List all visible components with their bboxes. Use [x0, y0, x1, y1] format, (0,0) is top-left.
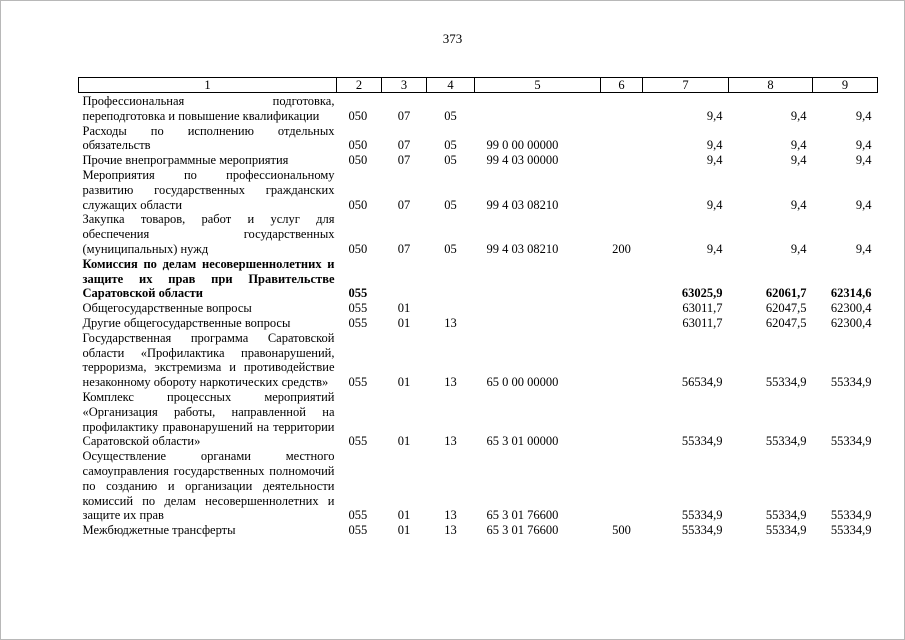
code-gr: 050 — [348, 197, 368, 212]
value-year2: 62061,7 — [765, 286, 807, 301]
value-year1: 56534,9 — [681, 375, 723, 390]
code-rz — [382, 257, 427, 301]
column-header: 8 — [729, 78, 813, 93]
row-name: Расходы по исполнению отдельных обязательств — [82, 123, 335, 153]
value-year1: 63011,7 — [682, 315, 723, 330]
column-header: 9 — [813, 78, 878, 93]
column-header: 3 — [382, 78, 427, 93]
code-rz: 01 — [397, 375, 411, 390]
code-csr — [475, 301, 601, 316]
value-year1: 55334,9 — [681, 508, 723, 523]
row-name: Профессиональная подготовка, переподготовка и повышение квалификации — [82, 94, 335, 123]
code-vr — [601, 301, 643, 316]
code-gr: 055 — [348, 523, 368, 538]
code-pr: 05 — [444, 108, 457, 123]
header-row — [79, 78, 878, 93]
value-year3: 9,4 — [855, 153, 872, 168]
value-year3: 62300,4 — [830, 315, 872, 330]
code-pr: 05 — [444, 241, 457, 256]
value-year1: 55334,9 — [681, 523, 723, 538]
code-csr: 99 4 03 00000 — [486, 153, 559, 168]
value-year3: 62300,4 — [830, 301, 872, 316]
code-vr — [601, 93, 643, 124]
table-row — [79, 523, 878, 538]
code-gr: 055 — [348, 301, 368, 316]
row-name: Государственная программа Саратовской области «Профилактика правонарушений, терроризма, экстремизма и противодействие незаконному обороту наркотических средств» — [82, 330, 335, 390]
code-pr: 13 — [444, 523, 457, 538]
value-year3: 9,4 — [855, 197, 872, 212]
code-csr — [475, 316, 601, 331]
table-row — [79, 316, 878, 331]
code-pr: 13 — [444, 375, 457, 390]
value-year1: 9,4 — [706, 108, 723, 123]
code-pr: 05 — [444, 138, 457, 153]
value-year1: 9,4 — [706, 241, 723, 256]
code-gr: 055 — [348, 315, 368, 330]
code-gr: 055 — [348, 286, 368, 301]
code-rz: 01 — [397, 508, 411, 523]
code-pr: 13 — [444, 434, 457, 449]
table-row — [79, 390, 878, 449]
code-pr — [427, 257, 475, 301]
value-year2: 9,4 — [790, 108, 807, 123]
table-row — [79, 168, 878, 212]
value-year3: 9,4 — [855, 138, 872, 153]
code-csr: 65 3 01 00000 — [486, 434, 559, 449]
value-year2: 9,4 — [790, 138, 807, 153]
code-csr — [475, 257, 601, 301]
code-vr: 200 — [612, 241, 631, 256]
code-rz: 01 — [397, 434, 411, 449]
column-header: 5 — [475, 78, 601, 93]
code-gr: 050 — [348, 138, 368, 153]
code-pr: 05 — [444, 153, 457, 168]
row-name: Комиссия по делам несовершеннолетних и защите их прав при Правительстве Саратовской области — [82, 256, 335, 301]
value-year1: 63025,9 — [681, 286, 723, 301]
column-header: 1 — [79, 78, 337, 93]
code-csr: 65 3 01 76600 — [486, 523, 559, 538]
column-header: 2 — [337, 78, 382, 93]
table-row — [79, 331, 878, 390]
value-year1: 9,4 — [706, 138, 723, 153]
code-csr: 99 4 03 08210 — [486, 197, 559, 212]
value-year3: 55334,9 — [830, 523, 872, 538]
value-year2: 9,4 — [790, 197, 807, 212]
code-gr: 050 — [348, 241, 368, 256]
row-name: Мероприятия по профессиональному развитию государственных гражданских служащих области — [82, 167, 335, 212]
code-csr — [475, 93, 601, 124]
column-header: 7 — [643, 78, 729, 93]
code-rz: 01 — [397, 523, 411, 538]
row-name: Прочие внепрограммные мероприятия — [82, 153, 289, 168]
code-csr: 99 4 03 08210 — [486, 241, 559, 256]
row-name: Закупка товаров, работ и услуг для обеспечения государственных (муниципальных) нужд — [82, 212, 335, 256]
code-rz: 07 — [397, 108, 411, 123]
code-gr: 055 — [348, 375, 368, 390]
row-name: Комплекс процессных мероприятий «Организация работы, направленной на профилактику правонарушений на территории Саратовской области» — [82, 389, 335, 449]
code-csr: 99 0 00 00000 — [486, 138, 559, 153]
code-vr — [601, 390, 643, 449]
code-gr: 050 — [348, 108, 368, 123]
code-rz: 07 — [397, 197, 411, 212]
value-year3: 62314,6 — [830, 286, 872, 301]
value-year3: 9,4 — [855, 241, 872, 256]
value-year1: 63011,7 — [682, 301, 723, 316]
value-year3: 55334,9 — [830, 375, 872, 390]
code-rz: 07 — [397, 153, 411, 168]
code-pr: 13 — [444, 315, 457, 330]
column-header: 6 — [601, 78, 643, 93]
row-name: Другие общегосударственные вопросы — [82, 315, 291, 330]
value-year2: 55334,9 — [765, 508, 807, 523]
table-row — [79, 257, 878, 301]
row-name: Межбюджетные трансферты — [82, 523, 236, 538]
value-year3: 55334,9 — [830, 508, 872, 523]
code-rz: 07 — [397, 138, 411, 153]
value-year2: 55334,9 — [765, 375, 807, 390]
code-csr: 65 3 01 76600 — [486, 508, 559, 523]
value-year3: 55334,9 — [830, 434, 872, 449]
column-header: 4 — [427, 78, 475, 93]
value-year1: 55334,9 — [681, 434, 723, 449]
value-year2: 62047,5 — [765, 315, 807, 330]
code-gr: 055 — [348, 508, 368, 523]
value-year1: 9,4 — [706, 153, 723, 168]
value-year2: 62047,5 — [765, 301, 807, 316]
code-vr — [601, 257, 643, 301]
value-year2: 9,4 — [790, 241, 807, 256]
code-vr — [601, 168, 643, 212]
code-pr — [427, 301, 475, 316]
value-year2: 9,4 — [790, 153, 807, 168]
code-rz: 01 — [397, 301, 411, 316]
code-rz: 07 — [397, 241, 411, 256]
table-row — [79, 449, 878, 523]
code-vr — [601, 124, 643, 154]
code-vr: 500 — [612, 523, 631, 538]
code-vr — [601, 331, 643, 390]
table-row — [79, 301, 878, 316]
code-pr: 05 — [444, 197, 457, 212]
code-csr: 65 0 00 00000 — [486, 375, 559, 390]
code-rz: 01 — [397, 315, 411, 330]
code-vr — [601, 316, 643, 331]
value-year2: 55334,9 — [765, 434, 807, 449]
budget-table — [78, 77, 878, 538]
table-row — [79, 212, 878, 256]
code-vr — [601, 153, 643, 168]
row-name: Общегосударственные вопросы — [82, 301, 252, 316]
code-gr: 050 — [348, 153, 368, 168]
value-year1: 9,4 — [706, 197, 723, 212]
value-year3: 9,4 — [855, 108, 872, 123]
code-pr: 13 — [444, 508, 457, 523]
value-year2: 55334,9 — [765, 523, 807, 538]
code-vr — [601, 449, 643, 523]
table-row — [79, 153, 878, 168]
page-number: 373 — [442, 31, 463, 46]
table-row — [79, 93, 878, 124]
code-gr: 055 — [348, 434, 368, 449]
table-row — [79, 124, 878, 154]
row-name: Осуществление органами местного самоуправления государственных полномочий по созданию и организации деятельности комиссий по делам несовершеннолетних и защите их прав — [82, 449, 335, 523]
